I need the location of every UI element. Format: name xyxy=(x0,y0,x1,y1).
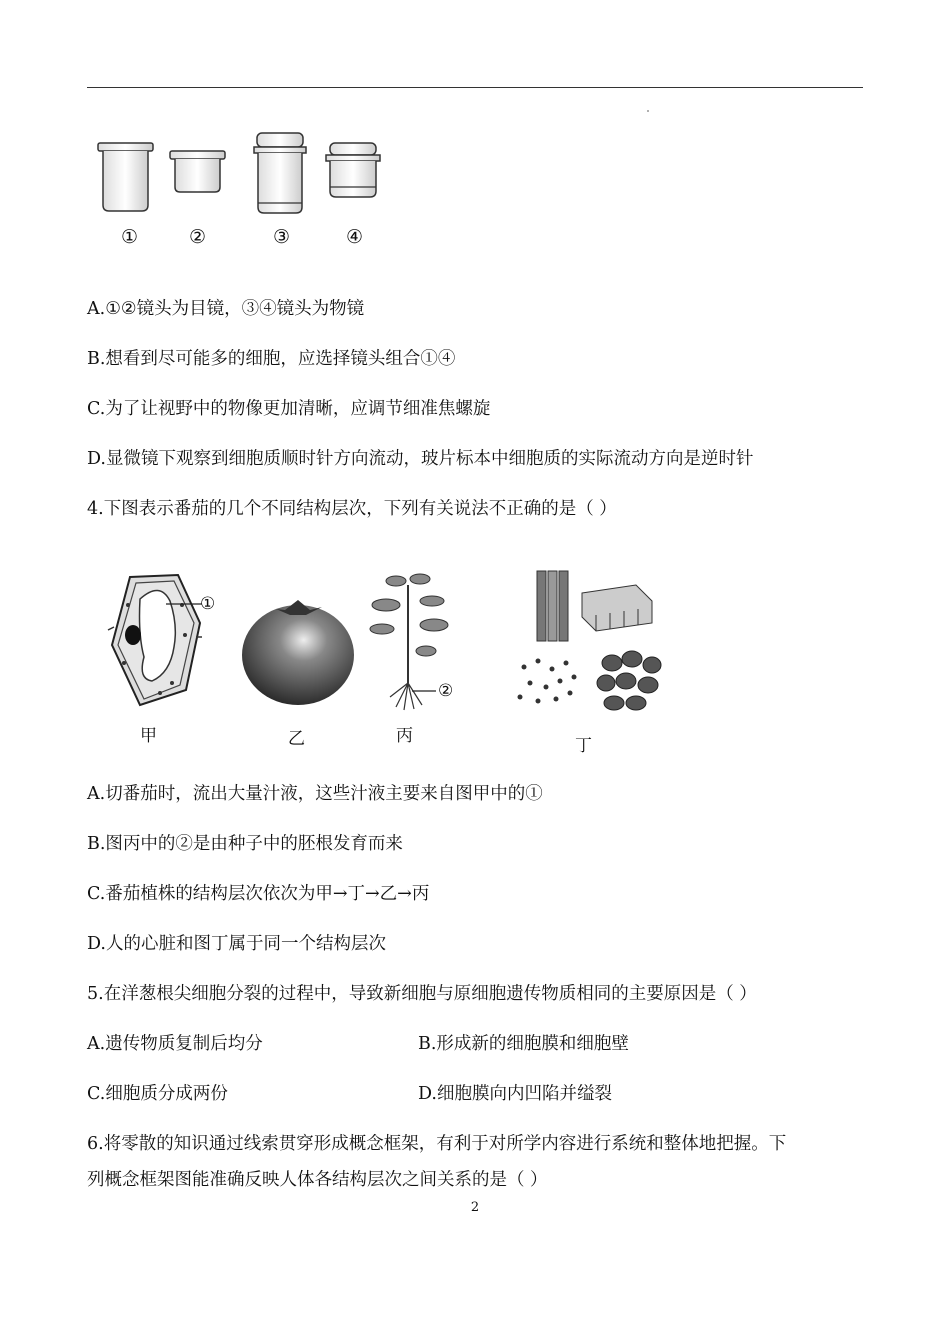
lens-label-3: ③ xyxy=(273,226,291,248)
cell-callout: ① xyxy=(200,594,216,614)
root-callout: ② xyxy=(438,681,454,701)
lens-3 xyxy=(254,133,306,213)
page-number: 2 xyxy=(470,1200,480,1215)
q4-option-d: D.人的心脏和图丁属于同一个结构层次 xyxy=(87,934,386,954)
q5-option-c: C.细胞质分成两份 xyxy=(87,1084,228,1104)
caption-yi: 乙 xyxy=(288,729,305,749)
lens-label-4: ④ xyxy=(346,226,364,248)
tomato-fruit xyxy=(242,600,354,705)
q3-option-a: A.①②镜头为目镜，③④镜头为物镜 xyxy=(87,299,365,319)
tomato-plant xyxy=(370,574,448,710)
q5-option-a: A.遗传物质复制后均分 xyxy=(87,1034,263,1054)
caption-ding: 丁 xyxy=(575,736,592,756)
q6-stem-line1: 6.将零散的知识通过线索贯穿形成概念框架，有利于对所学内容进行系统和整体地把握。下 xyxy=(87,1134,787,1154)
q6-stem-line2: 列概念框架图能准确反映人体各结构层次之间关系的是（ ） xyxy=(87,1170,548,1190)
q5-option-d: D.细胞膜向内凹陷并缢裂 xyxy=(418,1084,612,1104)
header-rule xyxy=(87,87,863,88)
lens-label-2: ② xyxy=(189,226,207,248)
q3-option-c: C.为了让视野中的物像更加清晰，应调节细准焦螺旋 xyxy=(87,399,491,419)
q4-stem: 4.下图表示番茄的几个不同结构层次，下列有关说法不正确的是（ ） xyxy=(87,499,617,519)
lens-4 xyxy=(326,143,380,197)
q4-option-b: B.图丙中的②是由种子中的胚根发育而来 xyxy=(87,834,403,854)
q3-option-b: B.想看到尽可能多的细胞，应选择镜头组合①④ xyxy=(87,349,456,369)
q5-option-b: B.形成新的细胞膜和细胞壁 xyxy=(418,1034,629,1054)
lens-1 xyxy=(98,143,153,211)
caption-jia: 甲 xyxy=(140,726,157,746)
tomato-levels-figure xyxy=(100,565,680,725)
speck xyxy=(647,110,649,112)
q3-option-d: D.显微镜下观察到细胞质顺时针方向流动，玻片标本中细胞质的实际流动方向是逆时针 xyxy=(87,449,754,469)
plant-cell-diagram xyxy=(108,575,202,705)
lens-label-1: ① xyxy=(121,226,139,248)
tissue-samples xyxy=(518,571,662,710)
lens-2 xyxy=(170,151,225,192)
q4-option-c: C.番茄植株的结构层次依次为甲→丁→乙→丙 xyxy=(87,884,430,904)
q5-stem: 5.在洋葱根尖细胞分裂的过程中，导致新细胞与原细胞遗传物质相同的主要原因是（ ） xyxy=(87,984,757,1004)
q4-option-a: A.切番茄时，流出大量汁液，这些汁液主要来自图甲中的① xyxy=(87,784,543,804)
caption-bing: 丙 xyxy=(396,726,413,746)
